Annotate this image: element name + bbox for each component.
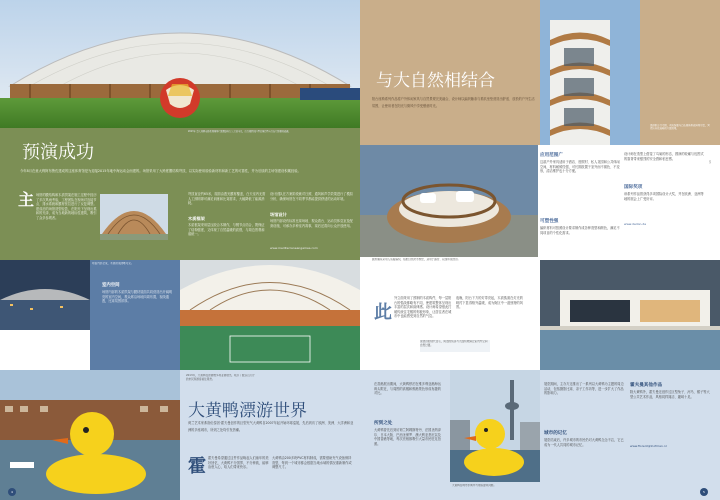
dropcap-2: 此 <box>374 302 392 323</box>
col-r2-url[interactable]: www.dedon.de <box>624 222 647 226</box>
col-r1-text: 这款户外家具适用于酒店、度假村、私人花园和公共休闲空间，材料耐候性强，可长期放置于室外而不褪色、不变形，清洁维护也十分方便。 <box>540 160 620 174</box>
page-number-top-right: 95 <box>708 160 712 164</box>
col3-text-b: 场馆内部设有标准比赛场地、观众看台、运动员休息室及配套设施，可承办多种室内赛事，赛后还将向公众开放使用。 <box>270 219 353 228</box>
duck-tower-photo <box>450 370 540 482</box>
intro-text: 今年8月在意大利阿布鲁佐建成的这座体育馆是为迎接2015年地中海运动会而建的。场馆采用了大跨度膜结构穹顶，以实际使用检验新材料和新工艺的可靠性，并为后续的主场馆建设积累经验。 <box>20 169 301 173</box>
duck-col5-text: 除大黄鸭外，霍夫曼还创作过巨型兔子、河马、猴子等大型公共艺术作品，风格同样简洁、趣味十足。 <box>630 390 710 399</box>
col1-text: 场馆的膜结构和木质拱架在施工过程中经历了多次风雨考验，工程团队在现场对连接节点、排水系统和膜材张拉进行了反复调整。建成后的场馆造型轻盈，在阳光下呈现出柔和的光泽，成为当地新的地标性建筑，吸引了众多参观者。 <box>36 193 97 220</box>
col-r1-heading: 应用范围广 <box>540 153 563 158</box>
interior-text: 场馆内部的木质拱架与膜材屋面共同营造出开阔明亮的室内空间，观众席沿场地四周布置，视线通透，比赛氛围浓厚。 <box>102 290 173 304</box>
col2-text-b: 木质框架采用层压胶合木制作，与钢节点结合，既保证了结构强度，又体现了自然温暖的质感，与周边景观和谐统一。 <box>188 223 265 237</box>
col2-heading: 木质框架 <box>188 216 205 221</box>
sofa-photo <box>360 145 538 257</box>
dome-photo <box>0 0 360 128</box>
dropcap-1: 主 <box>18 190 35 209</box>
duck-col2-text-b: 大黄鸭曾先后到访荷兰阿姆斯特丹、法国圣纳泽尔、日本大阪、巴西圣保罗、澳大利亚悉尼以及中国香港等地，每次亮相都吸引大量市民驻足拍照。 <box>374 428 441 446</box>
dome-caption: 2013年 意大利阿布鲁佐网球场穹顶膜结构完工后的全景，红白相间的巨型足球造型与白色穹顶相映成趣。 <box>188 130 291 133</box>
duck-col4-heading: 城市的记忆 <box>544 431 567 436</box>
section-title-preview: 预演成功 <box>22 142 94 163</box>
col2-text: 穹顶直径约65米，屋面由透光膜材覆盖，白天室内无需人工照明即可满足训练和比赛需求，大幅降低了能源消耗。 <box>188 192 266 206</box>
duck-col4-text-b: 展览结束后，许多城市的市民仍对大黄鸭念念不忘，它已成为一代人共同的城市记忆。 <box>544 438 624 447</box>
curvy-building-photo <box>540 0 640 145</box>
duck-col3-text: 在香港展出期间，大黄鸭停泊在维多利亚港海运码头附近，与周围的高楼和维港景色形成有趣的对比。 <box>374 382 441 396</box>
section-title-nature: 与大自然相结合 <box>376 71 495 91</box>
duck-col5-url[interactable]: www.florentijnhofman.nl <box>630 444 667 448</box>
page-number-bottom-left: 4 <box>8 488 16 496</box>
right-intro: 阳台座椅系列作品将户外休闲家具与自然景观完美融合，设计师以编织藤条与柔软坐垫营造出舒适、放松的户外生活氛围，让使用者在阳光与微风中享受惬意时光。 <box>372 97 535 108</box>
bottom-mid-text: 外立面采用了预制的木质构件，每一层阳台的弧线都略有不同，使建筑整体呈现出丰富的层次和韵律感。设计师希望借此打破传统住宅楼的刻板形象，让居住者在城市中也能感受到自然的气息。 <box>394 296 452 319</box>
bottom-mid-caption: 泳池边的现代住宅，简洁的线条与大面积玻璃让室内外空间自然过渡。 <box>420 340 490 352</box>
col-r1-text-b: 编织材料可按照设计要求制作成各种造型和颜色，满足不同项目的个性化需求。 <box>540 226 620 235</box>
tower-caption: 大黄鸭在城市水域中与地标建筑同框。 <box>452 484 497 487</box>
pavilion-photo <box>100 194 168 240</box>
pool-house-photo <box>540 260 720 370</box>
dome-illustration <box>0 0 360 128</box>
col-r2-text: 设计师在造型上借鉴了鸟巢的形态，圆润的轮廓与包围式的靠背带来强烈的安全感和私密感。 <box>624 152 704 161</box>
interior-caption: 场馆内部全景，木质拱架清晰可见。 <box>92 262 134 265</box>
duck-caption: 2013年，大黄鸭在香港维多利亚港展出，吸引了数以百万计的市民和游客前往观赏。 <box>186 374 255 381</box>
building-caption: 弧形阳台住宅楼，木质饰面与白色墙体形成鲜明对比，营造出自然流畅的立面效果。 <box>650 124 710 131</box>
section-title-duck: 大黄鸭漂游世界 <box>188 401 307 421</box>
page-number-bottom-right: 5 <box>700 488 708 496</box>
city-photo <box>0 260 90 330</box>
arena-interior-photo <box>180 260 360 370</box>
col3-text: 设计团队在方案阶段就对日照、通风和声学效果进行了模拟分析，确保场馆在不同季节都能提供舒适的运动环境。 <box>270 192 353 201</box>
col-r2-text-b: 该系列作品曾获得多项国际设计大奖，并在欧洲、亚洲等地的展会上广受好评。 <box>624 192 704 201</box>
col3-url[interactable]: www.mediterraneangames.com <box>270 246 318 250</box>
duck-col5-heading: 霍夫曼其他作品 <box>630 383 663 388</box>
col-r1-heading-b: 可塑性强 <box>540 219 559 224</box>
duck-col4-text: 展览期间，主办方还推出了一系列以大黄鸭为主题的周边活动，包括摄影比赛、亲子工作坊等，进一步扩大了作品的影响力。 <box>544 382 624 396</box>
interior-heading: 室内空间 <box>102 283 120 288</box>
duck-col2-heading: 所到之处 <box>374 421 393 426</box>
dropcap-3: 霍 <box>188 456 206 477</box>
col-r2-heading: 国际奖项 <box>624 185 643 190</box>
duck-harbor-photo <box>0 370 180 500</box>
duck-col1-text: 霍夫曼希望通过这件作品唤起人们童年的美好回忆，大黄鸭不分国界，不分种族，能够治愈人心，给人们带来快乐。 <box>208 456 269 470</box>
sofa-caption: 圆形躺床采用人造藤编织，搭配白色防水软垫，适用于露台、花园和泳池边。 <box>372 258 461 261</box>
col3-heading: 场馆设计 <box>270 212 287 217</box>
duck-col2-text: 大黄鸭由200多块PVC材料制成，需要借助充气设备保持造型，每到一个城市都会根据当地水域的情况重新制作或调整尺寸。 <box>272 456 352 470</box>
duck-intro: 荷兰艺术家弗洛伦泰因·霍夫曼创作的巨型充气大黄鸭自2007年起开始环球巡展，先后到访了欧洲、美洲、大洋洲和亚洲的多座城市，所到之处均引发热潮。 <box>188 421 354 432</box>
bottom-mid-text-b: 夜晚，阳台下方的灯带亮起，木质弧面在灯光的映衬下显得格外温暖，成为街区中一道独特的风景。 <box>456 296 523 310</box>
